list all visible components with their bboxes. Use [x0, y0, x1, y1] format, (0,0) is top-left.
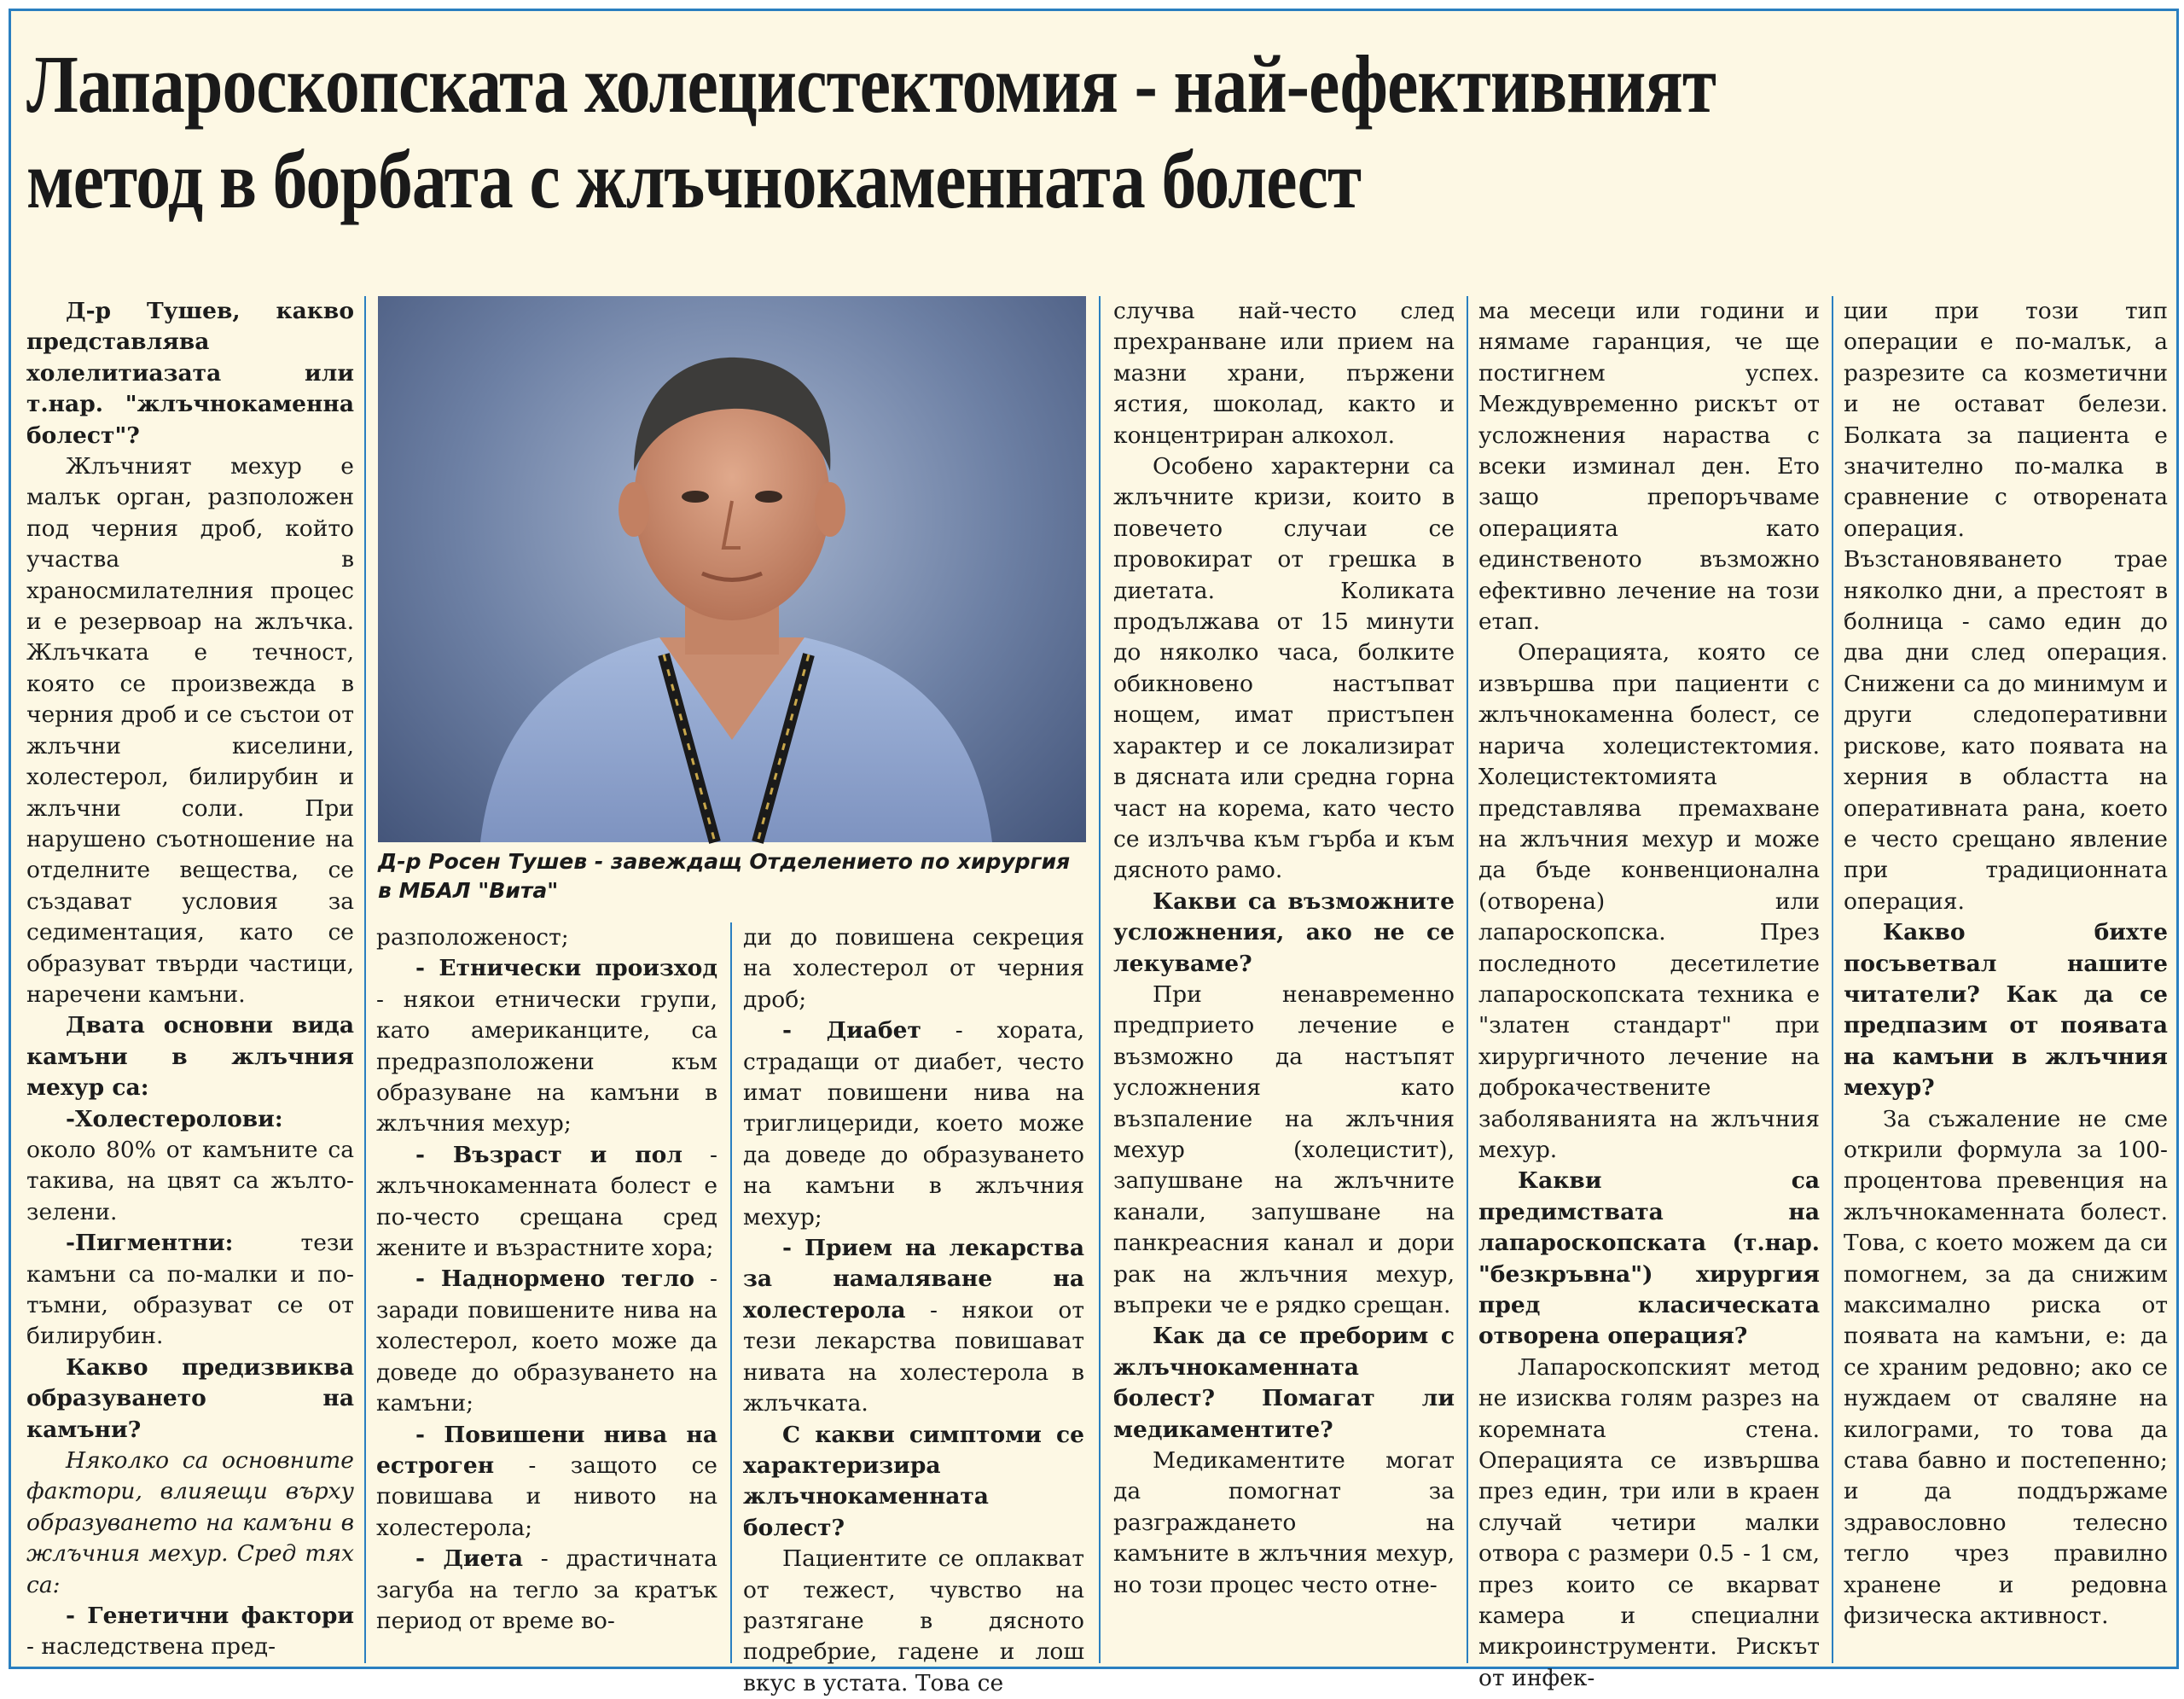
doctor-portrait-photo [378, 296, 1086, 842]
paragraph: - Възраст и пол - жлъчнокаменната болест е по-често срещана сред жените и възрастните хора; [376, 1141, 717, 1262]
interview-question: Д-р Тушев, какво представлява холелитиазата или т.нар. "жлъчнокаменна болест"? [26, 298, 354, 449]
paragraph: - Етнически произход - някои етнически групи, като американците, са предразположени към образуване на камъни в жлъчния мехур; [376, 955, 717, 1138]
article-column-3 [743, 922, 1084, 1696]
interview-question: Какви са предимствата на лапароскопската (т.нар. "безкръвна") хирургия пред класическата отворена операция? [1478, 1167, 1820, 1350]
paragraph: - Наднормено тегло - заради повишените нива на холестерол, което може да доведе до образуването на камъни; [376, 1266, 717, 1417]
paragraph: случва най-често след прехранване или прием на мазни храни, пържени ястия, шоколад, както и концентриран алкохол. [1113, 298, 1455, 449]
term: - Етнически произход [415, 955, 717, 982]
term: - Генетични фактори [66, 1603, 354, 1630]
column-rule [730, 922, 732, 1663]
article-column-4 [1113, 296, 1455, 1663]
paragraph: ди до повишена секреция на холестерол от черния дроб; [743, 924, 1084, 1013]
paragraph: - Генетични фактори - наследствена пред- [26, 1603, 354, 1661]
paragraph: Медикаментите могат да помогнат за разграждането на камъните в жлъчния мехур, но този процес често отне- [1113, 1447, 1455, 1598]
photo-caption: Д-р Росен Тушев - завеждащ Отделението по хирургия в МБАЛ "Вита" [378, 849, 1071, 903]
term: - Наднормено тегло [415, 1266, 694, 1293]
article-column-1 [26, 296, 354, 1663]
portrait-illustration [378, 296, 1086, 842]
column-rule [1099, 296, 1101, 1663]
term: - Повишени нива на естроген [376, 1421, 717, 1479]
term: -Холестеролови: [66, 1105, 283, 1132]
paragraph: - Диабет - хората, страдащи от диабет, често имат повишени нива на триглицериди, което може да доведе до образуването на камъни в жлъчния мехур; [743, 1017, 1084, 1231]
term: - Възраст и пол [415, 1141, 682, 1168]
paragraph: Операцията, която се извършва при пациенти с жлъчнокаменна болест, се нарича холецистектомия. Холецистектомията представлява премахване на жлъчния мехур и може да бъде конвенционална (отворена) или лапароскопска. През последното десетилетие лапароскопската техника е "златен стандарт" при хирургичното лечение на доброкачествените заболяванията на жлъчния мехур. [1478, 639, 1820, 1163]
paragraph: - Диета - драстичната загуба на тегло за кратък период от време во- [376, 1545, 717, 1634]
term: - Прием на лекарства за намаляване на холестерола [743, 1235, 1084, 1324]
term: - Диабет [782, 1017, 921, 1044]
headline-line-1: Лапароскопската холецистектомия - най-ефективният [26, 38, 1716, 130]
newspaper-article [9, 9, 2179, 1696]
italic-paragraph: Няколко са основните фактори, влияещи върху образуването на камъни в жлъчния мехур. Сред тях са: [26, 1447, 354, 1598]
paragraph: - Повишени нива на естроген - защото се повишава и нивото на холестерола; [376, 1421, 717, 1541]
article-column-5 [1478, 296, 1820, 1691]
interview-question: Как да се преборим с жлъчнокаменната болест? Помагат ли медикаментите? [1113, 1323, 1455, 1443]
article-column-2 [376, 922, 717, 1663]
interview-question: Какви са възможните усложнения, ако не се лекуваме? [1113, 887, 1455, 977]
interview-question: С какви симптоми се характеризира жлъчнокаменната болест? [743, 1421, 1084, 1541]
article-headline [26, 37, 1839, 228]
paragraph: разположеност; [376, 924, 569, 951]
paragraph: ма месеци или години и нямаме гаранция, че ще постигнем успех. Междувременно рискът от усложнения нараства с всеки изминал ден. Ето защо препоръчваме операцията като единственото възможно ефективно лечение на този етап. [1478, 298, 1820, 636]
headline-line-2: метод в борбата с жлъчнокаменната болест [26, 134, 1362, 225]
interview-question: Какво бихте посъветвал нашите читатели? Как да се предпазим от появата на камъни в жлъчния мехур? [1844, 919, 2168, 1102]
paragraph: Пациентите се оплакват от тежест, чувство на разтягане в дясното подребрие, гадене и лош вкус в устата. Това се [743, 1545, 1084, 1696]
paragraph: Жлъчният мехур е малък орган, разположен под черния дроб, който участва в храносмилателния процес и е резервоар на жлъчка. Жлъчката е течност, която се произвежда в черния дроб и се състои от жлъчни киселини, холестерол, билирубин и жлъчни соли. При нарушено съотношение на отделните вещества, се създават условия за седиментация, като се образуват твърди частици, наречени камъни. [26, 453, 354, 1008]
subheading: Двата основни вида камъни в жлъчния мехур са: [26, 1012, 354, 1102]
paragraph: -Холестеролови: около 80% от камъните са такива, на цвят са жълто-зелени. [26, 1105, 354, 1225]
paragraph: ции при този тип операции е по-малък, а разрезите са козметични и не остават белези. Болката за пациента е значително по-малка в сравнение с отворената операция. Възстановяването трае няколко дни, а престоят в болница - само един до два дни след операция. Снижени са до минимум и други следоперативни рискове, като появата на херния в областта на оперативната рана, което е често срещано явление при традиционната операция. [1844, 298, 2168, 915]
article-column-6 [1844, 296, 2168, 1663]
paragraph: За съжаление не сме открили формула за 100-процентова превенция на жлъчнокаменната болест. Това, с което можем да си помогнем, за да снижим максимално риска от появата на камъни, е: да се храним редовно; ако се нуждаем от сваляне на килограми, то това да става бавно и постепенно; и да поддържаме здравословно телесно тегло чрез правилно хранене и редовна физическа активност. [1844, 1105, 2168, 1630]
interview-question: Какво предизвиква образуването на камъни? [26, 1353, 354, 1443]
paragraph: -Пигментни: тези камъни са по-малки и по-тъмни, образуват се от билирубин. [26, 1230, 354, 1350]
paragraph: - Прием на лекарства за намаляване на холестерола - някои от тези лекарства повишават нивата на холестерола в жлъчката. [743, 1235, 1084, 1417]
paragraph: Особено характерни са жлъчните кризи, които в повечето случаи се провокират от грешка в диетата. Коликата продължава от 15 минути до няколко часа, болките обикновено настъпват нощем, имат пристъпен характер и се локализират в дясната или средна горна част на корема, като често се излъчва към гърба и към дясното рамо. [1113, 453, 1455, 884]
paragraph: При ненавременно предприето лечение е възможно да настъпят усложнения като възпаление на жлъчния мехур (холецистит), запушване на жлъчните канали, запушване на панкреасния канал и дори рак на жлъчния мехур, въпреки че е рядко срещан. [1113, 980, 1455, 1318]
column-rule [1832, 296, 1833, 1663]
column-rule [1467, 296, 1468, 1663]
column-rule [364, 296, 366, 1663]
paragraph: Лапароскопският метод не изисква голям разрез на коремната стена. Операцията се извършва през един, три или в краен случай четири малки отвора с размери 0.5 - 1 см, през които се вкарват камера и специални микроинструменти. Рискът от инфек- [1478, 1353, 1820, 1691]
term: -Пигментни: [66, 1230, 234, 1257]
term: - Диета [415, 1545, 524, 1573]
